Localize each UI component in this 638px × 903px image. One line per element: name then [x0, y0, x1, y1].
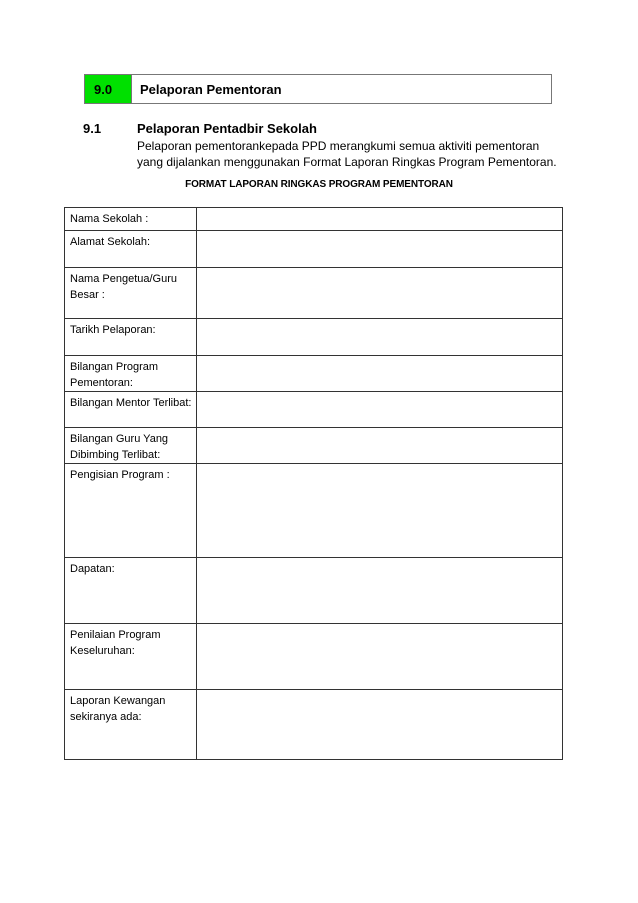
table-row: [65, 208, 563, 231]
table-row: [65, 428, 563, 464]
row-value[interactable]: [197, 231, 563, 268]
row-value[interactable]: [197, 558, 563, 624]
row-label: Nama Pengetua/Guru Besar :: [65, 268, 197, 319]
table-row: [65, 558, 563, 624]
table-row: [65, 231, 563, 268]
table-row: [65, 624, 563, 690]
row-label: Tarikh Pelaporan:: [65, 319, 197, 356]
form-title: FORMAT LAPORAN RINGKAS PROGRAM PEMENTORAN: [185, 179, 453, 190]
table-row: [65, 319, 563, 356]
row-label: Bilangan Program Pementoran:: [65, 356, 197, 392]
row-value[interactable]: [197, 392, 563, 428]
section-title: Pelaporan Pementoran: [140, 81, 282, 97]
row-label: Penilaian Program Keseluruhan:: [65, 624, 197, 690]
report-form-table: [64, 207, 563, 760]
table-row: [65, 356, 563, 392]
row-label: Alamat Sekolah:: [65, 231, 197, 268]
subsection-title: Pelaporan Pentadbir Sekolah: [137, 121, 317, 136]
subsection-paragraph: Pelaporan pementorankepada PPD merangkumi semua aktiviti pementoran yang dijalankan menggunakan Format Laporan Ringkas Program Pementoran.: [137, 139, 557, 169]
row-value[interactable]: [197, 208, 563, 231]
table-row: [65, 268, 563, 319]
table-row: [65, 464, 563, 558]
row-label: Bilangan Guru Yang Dibimbing Terlibat:: [65, 428, 197, 464]
row-value[interactable]: [197, 690, 563, 760]
row-value[interactable]: [197, 319, 563, 356]
table-row: [65, 690, 563, 760]
row-value[interactable]: [197, 356, 563, 392]
row-label: Pengisian Program :: [65, 464, 197, 558]
row-value[interactable]: [197, 268, 563, 319]
subsection-number: 9.1: [83, 121, 102, 136]
row-label: Laporan Kewangan sekiranya ada:: [65, 690, 197, 760]
row-value[interactable]: [197, 464, 563, 558]
section-number: 9.0: [85, 75, 132, 103]
row-value[interactable]: [197, 428, 563, 464]
table-row: [65, 392, 563, 428]
section-header: [84, 74, 552, 104]
row-label: Bilangan Mentor Terlibat:: [65, 392, 197, 428]
row-label: Dapatan:: [65, 558, 197, 624]
row-value[interactable]: [197, 624, 563, 690]
row-label: Nama Sekolah :: [65, 208, 197, 231]
